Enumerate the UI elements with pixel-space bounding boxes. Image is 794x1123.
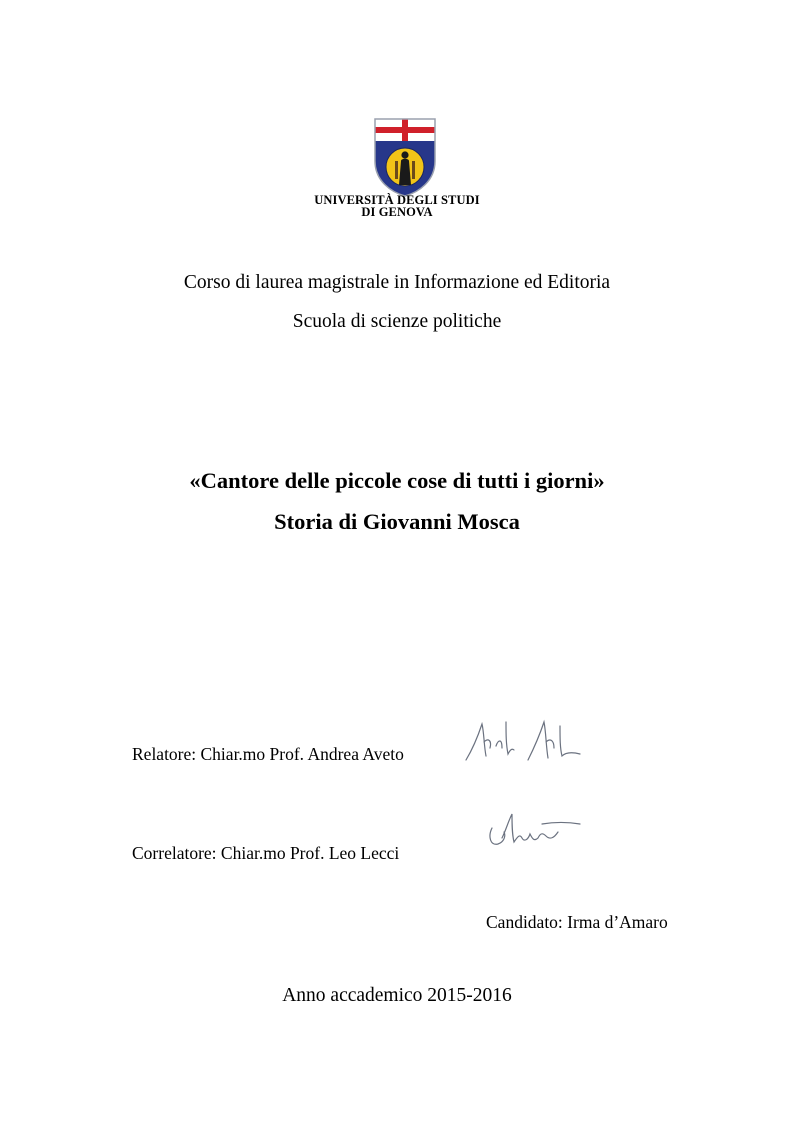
university-name (0, 194, 794, 218)
candidate (486, 912, 668, 933)
degree-course: Corso di laurea magistrale in Informazione ed Editoria (183, 272, 611, 293)
university-name-line-2: DI GENOVA (361, 205, 433, 219)
correlatore-signature-icon (484, 808, 584, 852)
university-crest-icon (373, 117, 437, 197)
candidate-name: Irma d’Amaro (567, 912, 668, 932)
relatore-signature-icon (462, 716, 586, 766)
school-name: Scuola di scienze politiche (292, 311, 502, 332)
university-name-line-1: UNIVERSITÀ DEGLI STUDI (314, 193, 480, 207)
correlatore-label: Correlatore: Chiar.mo Prof. Leo Lecci (132, 843, 400, 863)
thesis-subtitle: Storia di Giovanni Mosca (274, 509, 520, 534)
candidate-label: Candidato: (486, 912, 563, 932)
academic-year: Anno accademico 2015-2016 (282, 985, 512, 1006)
relatore-label: Relatore: Chiar.mo Prof. Andrea Aveto (132, 744, 404, 764)
thesis-title: «Cantore delle piccole cose di tutti i giorni» (189, 468, 605, 493)
